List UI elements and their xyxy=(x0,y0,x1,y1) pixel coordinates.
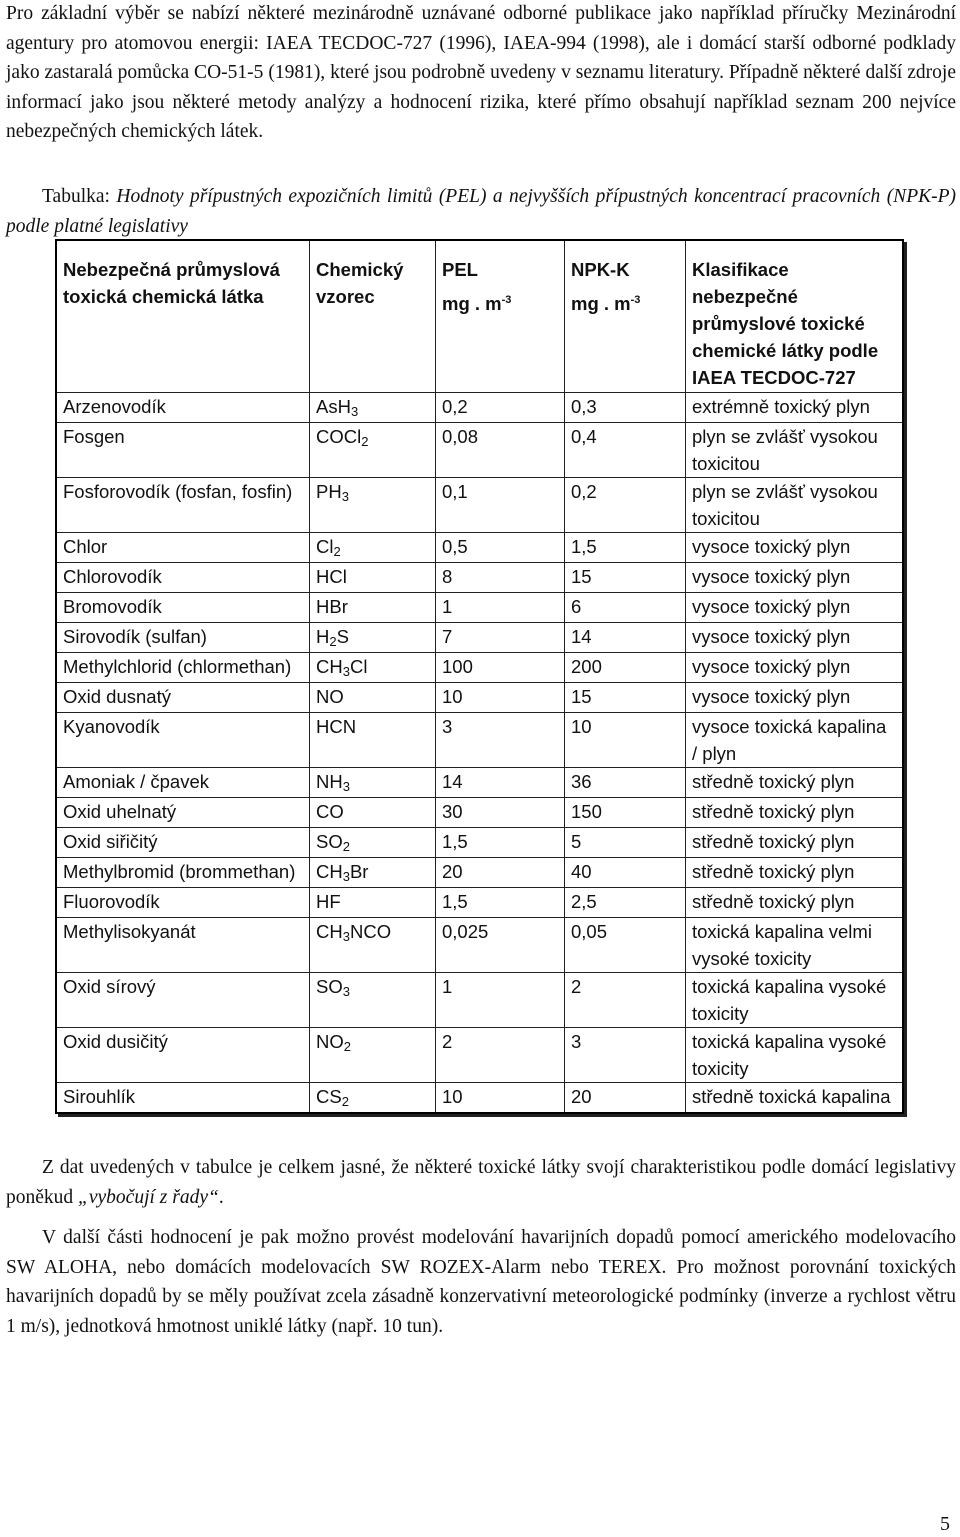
cell-substance: Fosforovodík (fosfan, fosfin) xyxy=(56,478,310,533)
modeling-paragraph: V další části hodnocení je pak možno provést modelování havarijních dopadů pomocí amerického modelovacího SW ALOHA, nebo domácích modelovacích SW ROZEX-Alarm nebo TEREX. Pro možnost porovnání toxických havarijních dopadů by se měly používat zcela zásadně konzervativní meteorologické podmínky (inverze a rychlost větru 1 m/s), jednotková hmotnost uniklé látky (např. 10 tun). xyxy=(6,1227,956,1337)
table-row xyxy=(56,393,903,423)
cell-npk: 1,5 xyxy=(565,533,686,563)
cell-formula: H2S xyxy=(310,623,436,653)
header-pel xyxy=(436,240,565,393)
cell-pel: 10 xyxy=(436,683,565,713)
cell-classification: vysoce toxický plyn xyxy=(686,593,904,623)
cell-substance: Kyanovodík xyxy=(56,713,310,768)
cell-pel: 1 xyxy=(436,973,565,1028)
table-row xyxy=(56,1028,903,1083)
conclusion-paragraph: Z dat uvedených v tabulce je celkem jasné, že některé toxické látky svojí charakteristikou podle domácí legislativy poněkud „vybočují z řady“. xyxy=(6,1157,956,1208)
cell-formula: CO xyxy=(310,798,436,828)
cell-formula: CH3Br xyxy=(310,858,436,888)
cell-npk: 0,05 xyxy=(565,918,686,973)
cell-formula: AsH3 xyxy=(310,393,436,423)
cell-classification: vysoce toxická kapalina / plyn xyxy=(686,713,904,768)
table-row xyxy=(56,683,903,713)
cell-npk: 200 xyxy=(565,653,686,683)
quoted-phrase: „vybočují z řady“ xyxy=(78,1186,219,1208)
cell-pel: 0,5 xyxy=(436,533,565,563)
cell-classification: plyn se zvlášť vysokou toxicitou xyxy=(686,478,904,533)
cell-formula: CH3NCO xyxy=(310,918,436,973)
cell-classification: středně toxický plyn xyxy=(686,888,904,918)
table-row xyxy=(56,713,903,768)
table-row xyxy=(56,918,903,973)
table-row xyxy=(56,973,903,1028)
cell-pel: 1,5 xyxy=(436,888,565,918)
cell-formula: COCl2 xyxy=(310,423,436,478)
cell-pel: 1,5 xyxy=(436,828,565,858)
table-caption xyxy=(6,182,956,241)
cell-classification: středně toxický plyn xyxy=(686,828,904,858)
cell-pel: 7 xyxy=(436,623,565,653)
cell-npk: 14 xyxy=(565,623,686,653)
table-row xyxy=(56,423,903,478)
toxic-substances-table xyxy=(55,239,904,1114)
cell-formula: PH3 xyxy=(310,478,436,533)
table-header-row xyxy=(56,240,903,393)
header-npk-label: NPK-K xyxy=(571,259,630,280)
cell-substance: Sirouhlík xyxy=(56,1083,310,1114)
header-npk xyxy=(565,240,686,393)
cell-classification: toxická kapalina vysoké toxicity xyxy=(686,1028,904,1083)
caption-text: Hodnoty přípustných expozičních limitů (PEL) a nejvyšších přípustných koncentrací pracovních (NPK-P) podle platné legislativy xyxy=(6,186,957,237)
cell-pel: 2 xyxy=(436,1028,565,1083)
cell-npk: 10 xyxy=(565,713,686,768)
cell-classification: středně toxický plyn xyxy=(686,768,904,798)
cell-substance: Oxid sírový xyxy=(56,973,310,1028)
cell-formula: SO3 xyxy=(310,973,436,1028)
cell-formula: HCN xyxy=(310,713,436,768)
cell-classification: vysoce toxický plyn xyxy=(686,533,904,563)
cell-formula: NO xyxy=(310,683,436,713)
table-row xyxy=(56,478,903,533)
cell-substance: Oxid dusičitý xyxy=(56,1028,310,1083)
cell-pel: 10 xyxy=(436,1083,565,1114)
cell-classification: vysoce toxický plyn xyxy=(686,563,904,593)
cell-classification: středně toxický plyn xyxy=(686,798,904,828)
table-row xyxy=(56,888,903,918)
intro-paragraph: Pro základní výběr se nabízí některé mezinárodně uznávané odborné publikace jako například příručky Mezinárodní agentury pro atomovou energii: IAEA TECDOC-727 (1996), IAEA-994 (1998), ale i domácí starší odborné podklady jako zastaralá pomůcka CO-51-5 (1981), které jsou podrobně uvedeny v seznamu literatury. Případně některé další zdroje informací jako jsou některé metody analýzy a hodnocení rizika, které přímo obsahují například seznam 200 nejvíce nebezpečných chemických látek. xyxy=(6,3,956,142)
cell-pel: 0,1 xyxy=(436,478,565,533)
cell-formula: SO2 xyxy=(310,828,436,858)
cell-pel: 8 xyxy=(436,563,565,593)
cell-npk: 36 xyxy=(565,768,686,798)
table-row xyxy=(56,533,903,563)
header-pel-label: PEL xyxy=(442,259,478,280)
caption-lead: Tabulka: xyxy=(42,186,117,207)
cell-classification: plyn se zvlášť vysokou toxicitou xyxy=(686,423,904,478)
cell-substance: Methylisokyanát xyxy=(56,918,310,973)
cell-formula: NO2 xyxy=(310,1028,436,1083)
cell-substance: Chlor xyxy=(56,533,310,563)
cell-classification: středně toxická kapalina xyxy=(686,1083,904,1114)
cell-formula: NH3 xyxy=(310,768,436,798)
cell-pel: 0,08 xyxy=(436,423,565,478)
cell-substance: Bromovodík xyxy=(56,593,310,623)
page-number: 5 xyxy=(940,1513,950,1535)
cell-classification: toxická kapalina vysoké toxicity xyxy=(686,973,904,1028)
cell-npk: 2,5 xyxy=(565,888,686,918)
cell-npk: 2 xyxy=(565,973,686,1028)
cell-substance: Sirovodík (sulfan) xyxy=(56,623,310,653)
table-row xyxy=(56,623,903,653)
header-npk-unit: mg . $m^{-3}$ xyxy=(571,293,641,314)
cell-pel: 14 xyxy=(436,768,565,798)
cell-substance: Fluorovodík xyxy=(56,888,310,918)
cell-npk: 150 xyxy=(565,798,686,828)
cell-npk: 6 xyxy=(565,593,686,623)
cell-classification: středně toxický plyn xyxy=(686,858,904,888)
cell-npk: 0,4 xyxy=(565,423,686,478)
cell-npk: 0,3 xyxy=(565,393,686,423)
cell-pel: 20 xyxy=(436,858,565,888)
cell-substance: Amoniak / čpavek xyxy=(56,768,310,798)
table-body xyxy=(56,393,903,1114)
table-row xyxy=(56,563,903,593)
table-row xyxy=(56,858,903,888)
cell-classification: vysoce toxický plyn xyxy=(686,683,904,713)
cell-formula: HCl xyxy=(310,563,436,593)
cell-substance: Oxid uhelnatý xyxy=(56,798,310,828)
cell-pel: 1 xyxy=(436,593,565,623)
cell-formula: Cl2 xyxy=(310,533,436,563)
cell-npk: 20 xyxy=(565,1083,686,1114)
cell-substance: Fosgen xyxy=(56,423,310,478)
cell-substance: Oxid dusnatý xyxy=(56,683,310,713)
cell-npk: 0,2 xyxy=(565,478,686,533)
cell-formula: HBr xyxy=(310,593,436,623)
cell-classification: extrémně toxický plyn xyxy=(686,393,904,423)
cell-formula: HF xyxy=(310,888,436,918)
cell-substance: Arzenovodík xyxy=(56,393,310,423)
cell-npk: 40 xyxy=(565,858,686,888)
header-classification: Klasifikace nebezpečné průmyslové toxické chemické látky podle IAEA TECDOC-727 xyxy=(686,240,904,393)
cell-pel: 0,025 xyxy=(436,918,565,973)
cell-pel: 30 xyxy=(436,798,565,828)
cell-classification: vysoce toxický plyn xyxy=(686,653,904,683)
cell-substance: Oxid siřičitý xyxy=(56,828,310,858)
cell-formula: CS2 xyxy=(310,1083,436,1114)
table-row xyxy=(56,653,903,683)
cell-substance: Chlorovodík xyxy=(56,563,310,593)
cell-pel: 100 xyxy=(436,653,565,683)
cell-pel: 3 xyxy=(436,713,565,768)
cell-substance: Methylbromid (brommethan) xyxy=(56,858,310,888)
header-substance: Nebezpečná průmyslová toxická chemická látka xyxy=(56,240,310,393)
cell-substance: Methylchlorid (chlormethan) xyxy=(56,653,310,683)
table-row xyxy=(56,1083,903,1114)
cell-classification: vysoce toxický plyn xyxy=(686,623,904,653)
cell-npk: 5 xyxy=(565,828,686,858)
cell-pel: 0,2 xyxy=(436,393,565,423)
header-formula: Chemický vzorec xyxy=(310,240,436,393)
cell-npk: 15 xyxy=(565,563,686,593)
table-row xyxy=(56,798,903,828)
cell-formula: CH3Cl xyxy=(310,653,436,683)
cell-npk: 15 xyxy=(565,683,686,713)
cell-npk: 3 xyxy=(565,1028,686,1083)
table-row xyxy=(56,768,903,798)
header-pel-unit: mg . $m^{-3}$ xyxy=(442,293,512,314)
table-row xyxy=(56,593,903,623)
cell-classification: toxická kapalina velmi vysoké toxicity xyxy=(686,918,904,973)
table-row xyxy=(56,828,903,858)
